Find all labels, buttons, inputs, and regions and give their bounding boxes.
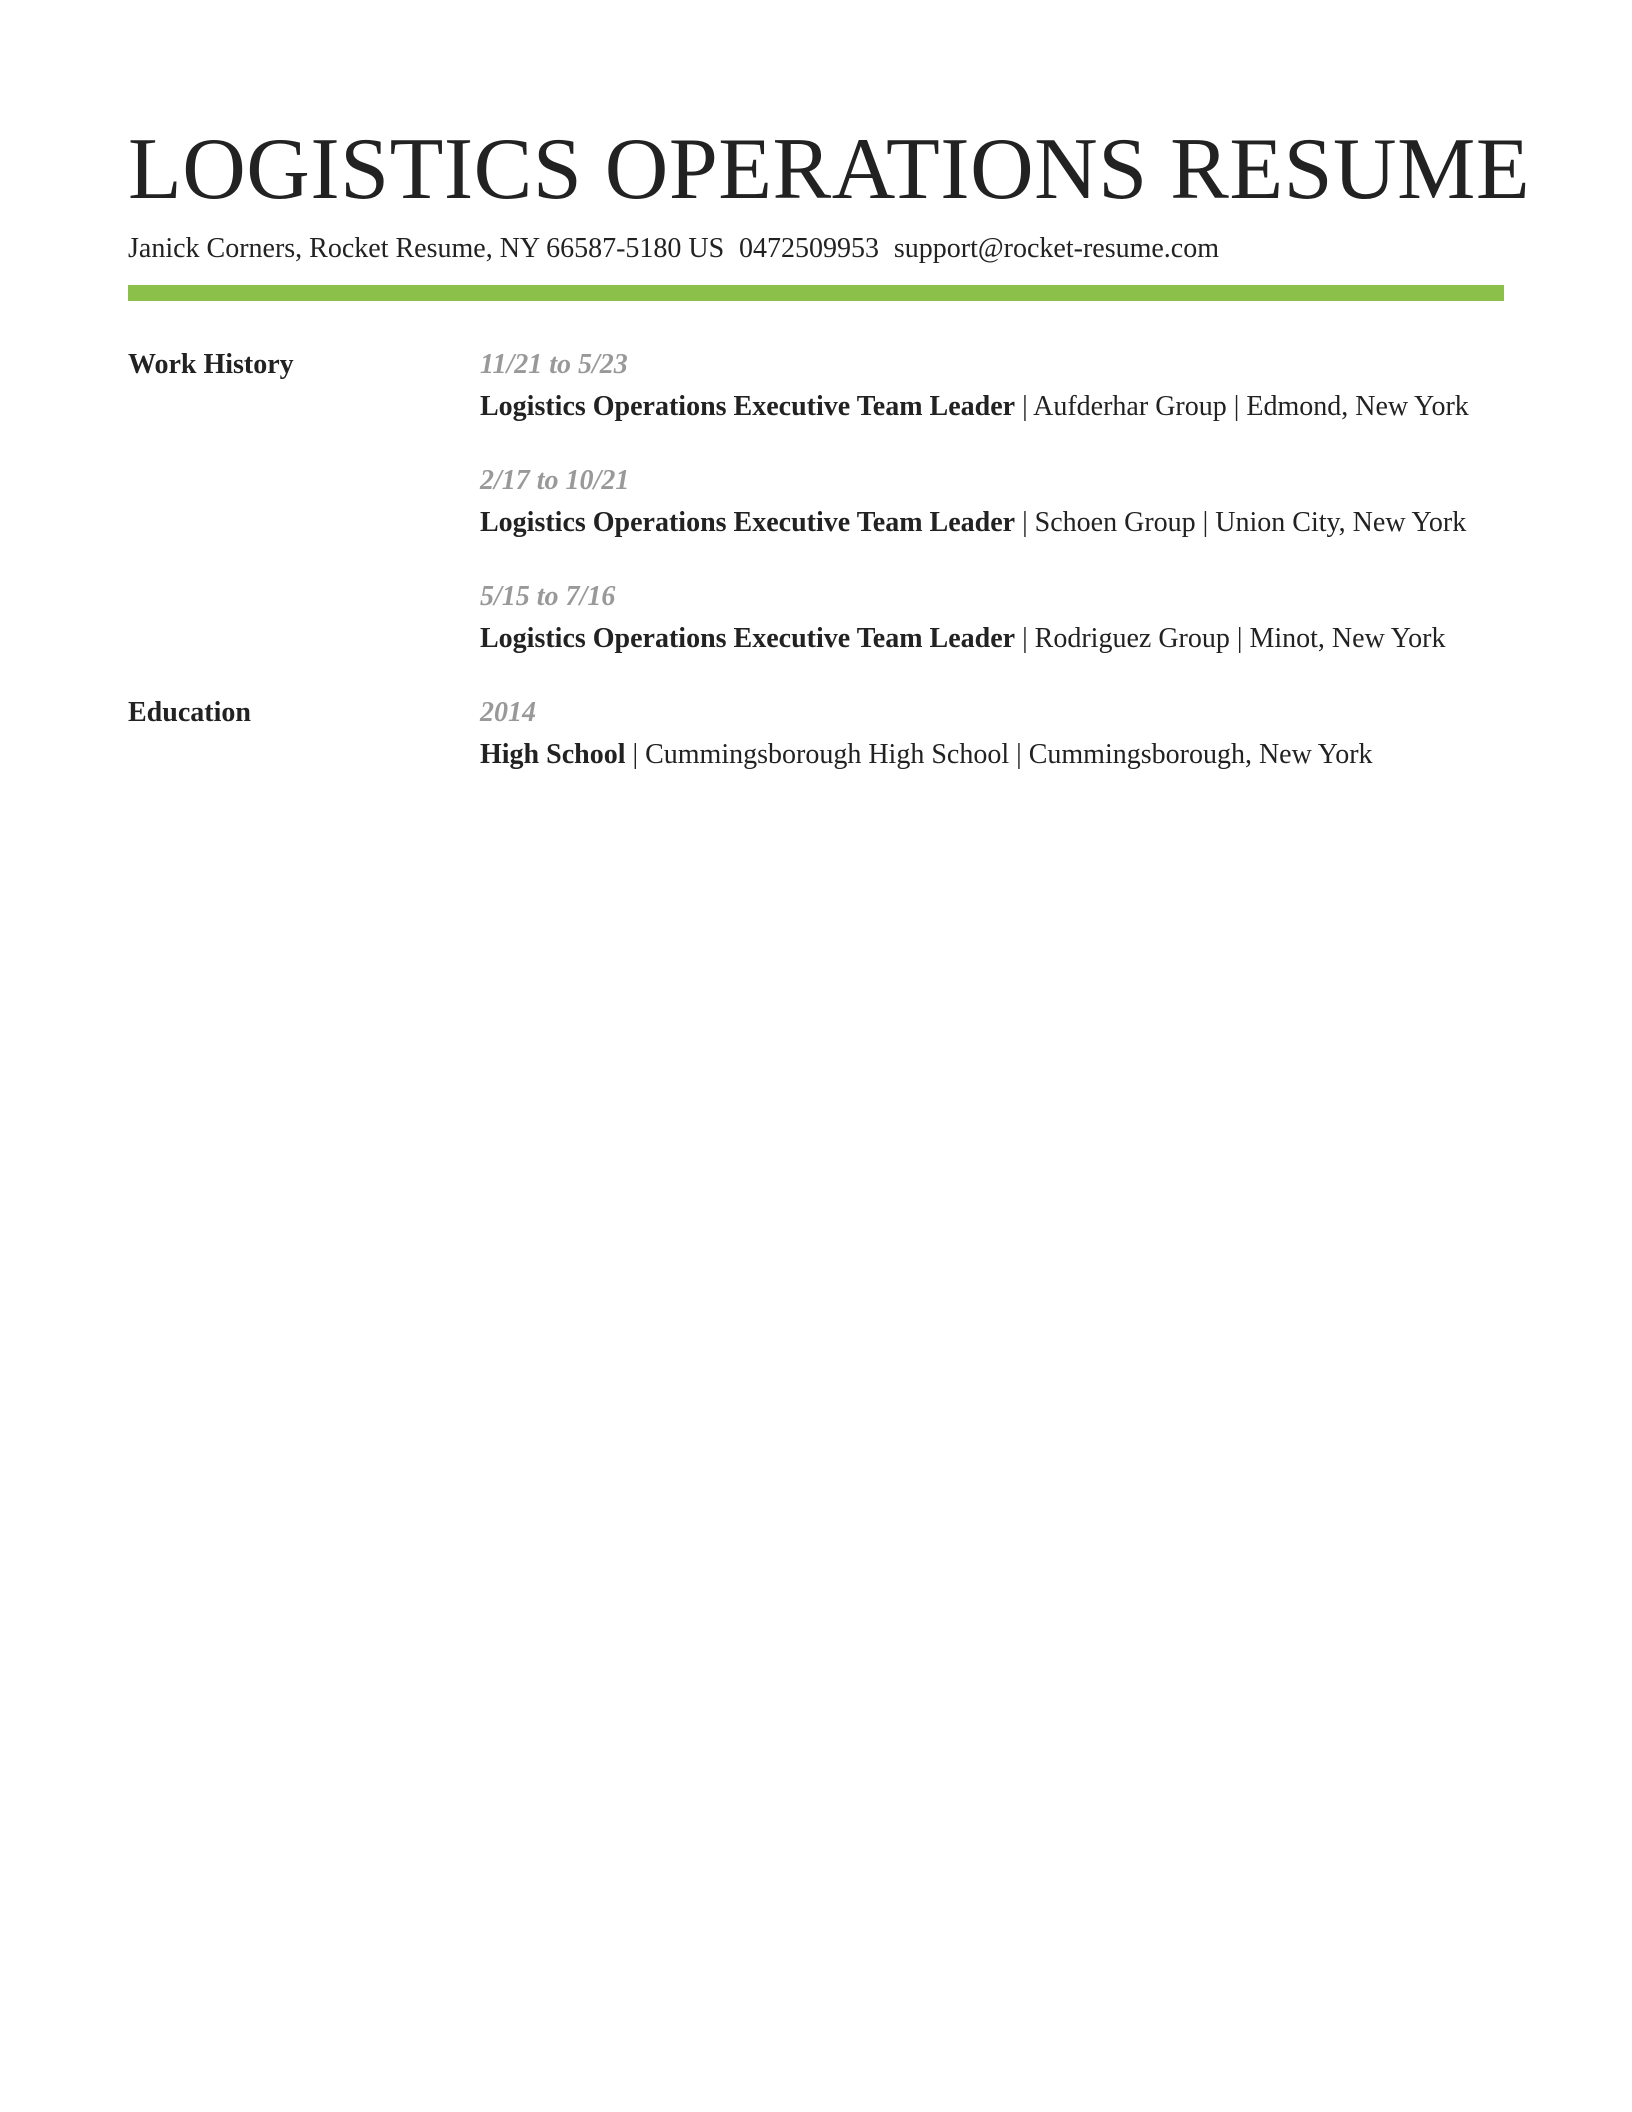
education-entry (480, 693, 1504, 809)
entry-line (480, 387, 1504, 427)
entry-details: | Schoen Group | Union City, New York (1015, 507, 1467, 538)
entry-details: | Rodriguez Group | Minot, New York (1015, 623, 1446, 654)
contact-line (128, 230, 1219, 268)
entry-details: | Cummingsborough High School | Cummingsborough, New York (625, 739, 1373, 770)
entry-job-title: Logistics Operations Executive Team Leader (480, 623, 1016, 654)
entry-date: 2014 (480, 697, 536, 728)
entry-date: 5/15 to 7/16 (480, 581, 616, 612)
entry-line (480, 503, 1504, 543)
entry-job-title: Logistics Operations Executive Team Leader (480, 507, 1016, 538)
entry-date: 2/17 to 10/21 (480, 465, 630, 496)
entry-line (480, 735, 1504, 775)
contact-email: support@rocket-resume.com (893, 233, 1220, 264)
resume-title: LOGISTICS OPERATIONS RESUME (128, 121, 1531, 218)
contact-address: Janick Corners, Rocket Resume, NY 66587-5180 US (128, 233, 725, 264)
work-entry (480, 461, 1504, 577)
section-label-work-history: Work History (128, 349, 294, 380)
entry-details: | Aufderhar Group | Edmond, New York (1015, 391, 1469, 422)
entry-date: 11/21 to 5/23 (480, 349, 628, 380)
section-label-education: Education (128, 697, 251, 728)
contact-phone: 0472509953 (739, 233, 880, 264)
education-entries (480, 693, 1504, 809)
entry-degree: High School (480, 739, 626, 770)
entry-line (480, 619, 1504, 659)
work-entry (480, 577, 1504, 693)
work-entry (480, 345, 1504, 461)
entry-job-title: Logistics Operations Executive Team Leader (480, 391, 1016, 422)
work-history-entries (480, 345, 1504, 693)
accent-divider (128, 285, 1504, 301)
